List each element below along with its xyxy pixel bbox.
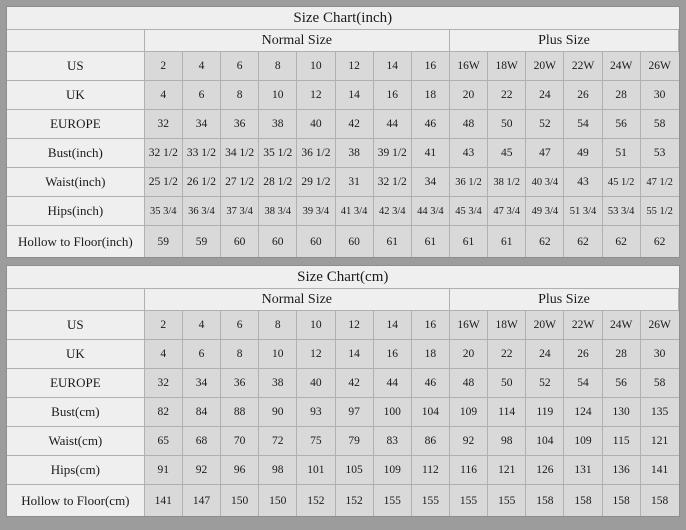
cell: 50 <box>488 110 526 139</box>
cell: 16 <box>373 81 411 110</box>
cell: 98 <box>488 427 526 456</box>
cell: 8 <box>221 340 259 369</box>
cell: 22W <box>564 52 602 81</box>
cell: 26 1/2 <box>182 168 220 197</box>
cell: 34 <box>182 110 220 139</box>
cell: 38 1/2 <box>488 168 526 197</box>
row-label: US <box>7 311 144 340</box>
cell: 109 <box>564 427 602 456</box>
cell: 75 <box>297 427 335 456</box>
cell: 8 <box>259 311 297 340</box>
cell: 32 <box>144 110 182 139</box>
cell: 135 <box>640 398 678 427</box>
cell: 155 <box>411 485 449 517</box>
cell: 34 <box>182 369 220 398</box>
cell: 32 1/2 <box>373 168 411 197</box>
cell: 36 1/2 <box>297 139 335 168</box>
cell: 92 <box>449 427 487 456</box>
cell: 100 <box>373 398 411 427</box>
cell: 58 <box>640 110 678 139</box>
cell: 141 <box>144 485 182 517</box>
cell: 28 1/2 <box>259 168 297 197</box>
row-label: Hollow to Floor(inch) <box>7 226 144 258</box>
cell: 147 <box>182 485 220 517</box>
cell: 105 <box>335 456 373 485</box>
cell: 22 <box>488 340 526 369</box>
cell: 44 <box>373 369 411 398</box>
cell: 158 <box>564 485 602 517</box>
cell: 48 <box>449 369 487 398</box>
cell: 150 <box>221 485 259 517</box>
cell: 49 <box>564 139 602 168</box>
cell: 65 <box>144 427 182 456</box>
cell: 86 <box>411 427 449 456</box>
cell: 101 <box>297 456 335 485</box>
cell: 30 <box>640 340 678 369</box>
cell: 16 <box>411 52 449 81</box>
table-row <box>7 369 679 398</box>
cell: 2 <box>144 52 182 81</box>
cell: 60 <box>221 226 259 258</box>
cell: 4 <box>144 81 182 110</box>
cell: 155 <box>449 485 487 517</box>
cell: 59 <box>182 226 220 258</box>
table-row <box>7 81 679 110</box>
cell: 22W <box>564 311 602 340</box>
cell: 4 <box>182 311 220 340</box>
cell: 54 <box>564 369 602 398</box>
cell: 12 <box>335 311 373 340</box>
cell: 141 <box>640 456 678 485</box>
group-header-plus: Plus Size <box>449 30 678 52</box>
cell: 62 <box>640 226 678 258</box>
cell: 121 <box>488 456 526 485</box>
cell: 60 <box>297 226 335 258</box>
row-label: Waist(cm) <box>7 427 144 456</box>
cell: 14 <box>373 52 411 81</box>
chart-title: Size Chart(cm) <box>7 266 679 289</box>
cell: 29 1/2 <box>297 168 335 197</box>
cell: 93 <box>297 398 335 427</box>
row-label: Hips(inch) <box>7 197 144 226</box>
row-label: US <box>7 52 144 81</box>
cell: 124 <box>564 398 602 427</box>
cell: 34 <box>411 168 449 197</box>
cell: 40 <box>297 110 335 139</box>
cell: 79 <box>335 427 373 456</box>
cell: 96 <box>221 456 259 485</box>
cell: 116 <box>449 456 487 485</box>
cell: 6 <box>221 311 259 340</box>
cell: 6 <box>182 81 220 110</box>
cell: 41 3/4 <box>335 197 373 226</box>
cell: 38 <box>259 110 297 139</box>
cell: 42 3/4 <box>373 197 411 226</box>
cell: 51 <box>602 139 640 168</box>
cell: 55 1/2 <box>640 197 678 226</box>
cell: 88 <box>221 398 259 427</box>
cell: 14 <box>373 311 411 340</box>
table-row <box>7 139 679 168</box>
table-row <box>7 398 679 427</box>
table-row <box>7 456 679 485</box>
group-header-plus: Plus Size <box>449 289 678 311</box>
row-label: Bust(inch) <box>7 139 144 168</box>
cell: 28 <box>602 81 640 110</box>
cell: 62 <box>564 226 602 258</box>
cell: 158 <box>602 485 640 517</box>
cell: 20 <box>449 340 487 369</box>
cell: 12 <box>297 81 335 110</box>
group-header-normal: Normal Size <box>144 289 449 311</box>
cell: 20 <box>449 81 487 110</box>
cell: 56 <box>602 110 640 139</box>
cell: 8 <box>221 81 259 110</box>
cell: 18 <box>411 340 449 369</box>
cell: 48 <box>449 110 487 139</box>
cell: 14 <box>335 340 373 369</box>
cell: 84 <box>182 398 220 427</box>
group-header-spacer <box>7 30 144 52</box>
cell: 52 <box>526 110 564 139</box>
table-row <box>7 226 679 258</box>
table-row <box>7 110 679 139</box>
chart-title-row <box>7 7 679 30</box>
cell: 61 <box>411 226 449 258</box>
size-chart-cm <box>6 265 680 517</box>
cell: 97 <box>335 398 373 427</box>
cell: 104 <box>526 427 564 456</box>
cell: 41 <box>411 139 449 168</box>
table-row <box>7 311 679 340</box>
cell: 16 <box>373 340 411 369</box>
size-chart-inch <box>6 6 680 258</box>
cell: 45 1/2 <box>602 168 640 197</box>
cell: 72 <box>259 427 297 456</box>
cell: 61 <box>373 226 411 258</box>
cell: 62 <box>526 226 564 258</box>
row-label: UK <box>7 340 144 369</box>
cell: 24 <box>526 340 564 369</box>
cell: 109 <box>449 398 487 427</box>
cell: 40 3/4 <box>526 168 564 197</box>
cell: 8 <box>259 52 297 81</box>
cell: 47 <box>526 139 564 168</box>
cell: 130 <box>602 398 640 427</box>
cell: 22 <box>488 81 526 110</box>
cell: 20W <box>526 311 564 340</box>
cell: 36 3/4 <box>182 197 220 226</box>
chart-title: Size Chart(inch) <box>7 7 679 30</box>
cell: 35 3/4 <box>144 197 182 226</box>
cell: 32 1/2 <box>144 139 182 168</box>
cell: 6 <box>182 340 220 369</box>
cell: 104 <box>411 398 449 427</box>
cell: 40 <box>297 369 335 398</box>
cell: 28 <box>602 340 640 369</box>
cell: 54 <box>564 110 602 139</box>
cell: 24 <box>526 81 564 110</box>
cell: 10 <box>297 52 335 81</box>
size-chart-cm-table <box>7 266 679 516</box>
size-chart-inch-table <box>7 7 679 257</box>
group-header-spacer <box>7 289 144 311</box>
cell: 30 <box>640 81 678 110</box>
cell: 12 <box>297 340 335 369</box>
cell: 33 1/2 <box>182 139 220 168</box>
cell: 18 <box>411 81 449 110</box>
cell: 38 3/4 <box>259 197 297 226</box>
cell: 26W <box>640 52 678 81</box>
cell: 152 <box>297 485 335 517</box>
group-header-normal: Normal Size <box>144 30 449 52</box>
cell: 24W <box>602 52 640 81</box>
cell: 150 <box>259 485 297 517</box>
cell: 82 <box>144 398 182 427</box>
cell: 12 <box>335 52 373 81</box>
cell: 25 1/2 <box>144 168 182 197</box>
cell: 52 <box>526 369 564 398</box>
cell: 61 <box>488 226 526 258</box>
row-label: UK <box>7 81 144 110</box>
cell: 26W <box>640 311 678 340</box>
cell: 10 <box>259 340 297 369</box>
row-label: Waist(inch) <box>7 168 144 197</box>
cell: 46 <box>411 369 449 398</box>
cell: 60 <box>259 226 297 258</box>
cell: 27 1/2 <box>221 168 259 197</box>
cell: 49 3/4 <box>526 197 564 226</box>
cell: 42 <box>335 369 373 398</box>
row-label: Bust(cm) <box>7 398 144 427</box>
table-row <box>7 52 679 81</box>
cell: 42 <box>335 110 373 139</box>
cell: 16 <box>411 311 449 340</box>
cell: 44 3/4 <box>411 197 449 226</box>
table-row <box>7 485 679 517</box>
cell: 155 <box>488 485 526 517</box>
cell: 126 <box>526 456 564 485</box>
cell: 16W <box>449 311 487 340</box>
cell: 98 <box>259 456 297 485</box>
cell: 39 3/4 <box>297 197 335 226</box>
cell: 136 <box>602 456 640 485</box>
cell: 26 <box>564 81 602 110</box>
cell: 51 3/4 <box>564 197 602 226</box>
cell: 36 <box>221 110 259 139</box>
table-row <box>7 197 679 226</box>
cell: 91 <box>144 456 182 485</box>
cell: 53 3/4 <box>602 197 640 226</box>
chart-group-header-row <box>7 30 679 52</box>
table-row <box>7 427 679 456</box>
cell: 45 <box>488 139 526 168</box>
cell: 155 <box>373 485 411 517</box>
cell: 90 <box>259 398 297 427</box>
cell: 36 1/2 <box>449 168 487 197</box>
cell: 53 <box>640 139 678 168</box>
cell: 114 <box>488 398 526 427</box>
cell: 60 <box>335 226 373 258</box>
cell: 44 <box>373 110 411 139</box>
cell: 56 <box>602 369 640 398</box>
cell: 24W <box>602 311 640 340</box>
cell: 10 <box>259 81 297 110</box>
cell: 83 <box>373 427 411 456</box>
chart-group-header-row <box>7 289 679 311</box>
cell: 152 <box>335 485 373 517</box>
cell: 59 <box>144 226 182 258</box>
table-row <box>7 168 679 197</box>
cell: 43 <box>564 168 602 197</box>
cell: 61 <box>449 226 487 258</box>
cell: 115 <box>602 427 640 456</box>
cell: 2 <box>144 311 182 340</box>
cell: 131 <box>564 456 602 485</box>
cell: 26 <box>564 340 602 369</box>
cell: 35 1/2 <box>259 139 297 168</box>
row-label: Hollow to Floor(cm) <box>7 485 144 517</box>
cell: 6 <box>221 52 259 81</box>
cell: 47 3/4 <box>488 197 526 226</box>
cell: 112 <box>411 456 449 485</box>
cell: 20W <box>526 52 564 81</box>
cell: 119 <box>526 398 564 427</box>
cell: 121 <box>640 427 678 456</box>
cell: 38 <box>335 139 373 168</box>
row-label: EUROPE <box>7 110 144 139</box>
cell: 36 <box>221 369 259 398</box>
row-label: EUROPE <box>7 369 144 398</box>
cell: 18W <box>488 52 526 81</box>
cell: 58 <box>640 369 678 398</box>
cell: 37 3/4 <box>221 197 259 226</box>
cell: 45 3/4 <box>449 197 487 226</box>
cell: 70 <box>221 427 259 456</box>
table-row <box>7 340 679 369</box>
cell: 34 1/2 <box>221 139 259 168</box>
cell: 38 <box>259 369 297 398</box>
cell: 4 <box>144 340 182 369</box>
cell: 109 <box>373 456 411 485</box>
cell: 18W <box>488 311 526 340</box>
cell: 39 1/2 <box>373 139 411 168</box>
chart-title-row <box>7 266 679 289</box>
row-label: Hips(cm) <box>7 456 144 485</box>
cell: 62 <box>602 226 640 258</box>
cell: 16W <box>449 52 487 81</box>
cell: 4 <box>182 52 220 81</box>
cell: 50 <box>488 369 526 398</box>
cell: 31 <box>335 168 373 197</box>
cell: 14 <box>335 81 373 110</box>
cell: 158 <box>640 485 678 517</box>
cell: 47 1/2 <box>640 168 678 197</box>
cell: 68 <box>182 427 220 456</box>
cell: 32 <box>144 369 182 398</box>
cell: 158 <box>526 485 564 517</box>
cell: 92 <box>182 456 220 485</box>
cell: 10 <box>297 311 335 340</box>
cell: 43 <box>449 139 487 168</box>
cell: 46 <box>411 110 449 139</box>
